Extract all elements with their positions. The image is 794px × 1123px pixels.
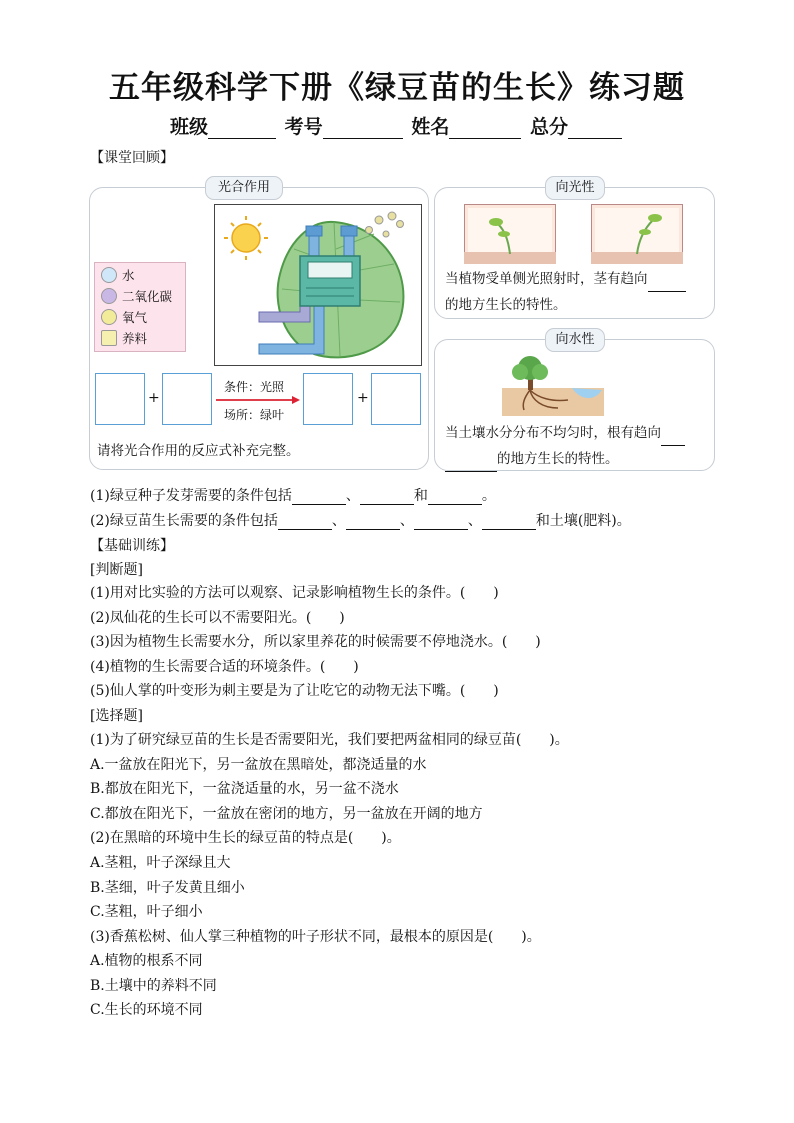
hydrotropism-blank-1[interactable]	[661, 431, 685, 446]
score-field[interactable]	[568, 120, 622, 139]
judge-item: (3)因为植物生长需要水分，所以家里养花的时候需要不停地浇水。( )	[90, 634, 541, 650]
hydrotropism-tab: 向水性	[545, 328, 605, 352]
choice-option: B.都放在阳光下，一盆浇适量的水，另一盆不浇水	[90, 781, 399, 797]
hydrotropism-illustration	[502, 356, 604, 416]
reactant-box-2[interactable]	[162, 373, 212, 425]
answer-blank[interactable]	[292, 490, 346, 505]
review-question-1: (1)绿豆种子发芽需要的条件包括 、 和 。	[90, 488, 496, 504]
judge-item: (1)用对比实验的方法可以观察、记录影响植物生长的条件。( )	[90, 585, 499, 601]
photosynthesis-caption: 请将光合作用的反应式补充完整。	[97, 443, 300, 459]
answer-blank[interactable]	[428, 490, 482, 505]
name-label: 姓名	[411, 116, 450, 138]
product-box-1[interactable]	[303, 373, 353, 425]
choice-option: A.一盆放在阳光下，另一盆放在黑暗处，都浇适量的水	[90, 757, 427, 773]
class-field[interactable]	[208, 120, 276, 139]
choice-heading: [选择题]	[90, 708, 143, 724]
choice-option: C.生长的环境不同	[90, 1002, 203, 1018]
reaction-place: 场所：绿叶	[224, 408, 285, 422]
exam-field[interactable]	[323, 120, 403, 139]
legend-item-nutrient: 养料	[101, 329, 147, 347]
plus-sign: +	[357, 390, 369, 406]
choice-question: (2)在黑暗的环境中生长的绿豆苗的特点是( )。	[90, 830, 401, 846]
choice-question: (3)香蕉松树、仙人掌三种植物的叶子形状不同，最根本的原因是( )。	[90, 929, 541, 945]
answer-blank[interactable]	[278, 515, 332, 530]
judge-item: (4)植物的生长需要合适的环境条件。( )	[90, 659, 359, 675]
reactant-box-1[interactable]	[95, 373, 145, 425]
phototropism-illustration-2	[591, 204, 683, 264]
choice-option: C.茎粗，叶子细小	[90, 904, 203, 920]
phototropism-text: 当植物受单侧光照射时，茎有趋向 的地方生长的特性。	[445, 266, 686, 318]
judge-item: (5)仙人掌的叶变形为刺主要是为了让吃它的动物无法下嘴。( )	[90, 683, 499, 699]
nutrient-block-icon	[101, 330, 117, 346]
choice-option: B.茎细，叶子发黄且细小	[90, 880, 245, 896]
legend-item-co2: 二氧化碳	[101, 287, 172, 305]
photosynthesis-tab: 光合作用	[205, 176, 283, 200]
plus-sign: +	[148, 390, 160, 406]
hydrotropism-text: 当土壤水分分布不均匀时，根有趋向 的地方生长的特性。	[445, 420, 685, 472]
answer-blank[interactable]	[360, 490, 414, 505]
review-heading: 【课堂回顾】	[90, 150, 174, 166]
water-drop-icon	[101, 267, 117, 283]
choice-option: B.土壤中的养料不同	[90, 978, 217, 994]
choice-option: A.植物的根系不同	[90, 953, 203, 969]
photosynthesis-illustration	[214, 204, 422, 366]
judge-item: (2)凤仙花的生长可以不需要阳光。( )	[90, 610, 345, 626]
photosynthesis-legend	[94, 262, 186, 352]
answer-blank[interactable]	[482, 515, 536, 530]
answer-blank[interactable]	[346, 515, 400, 530]
legend-item-water: 水	[101, 266, 135, 284]
exam-label: 考号	[284, 116, 323, 138]
phototropism-blank[interactable]	[648, 277, 686, 292]
basic-heading: 【基础训练】	[90, 538, 174, 554]
choice-option: A.茎粗，叶子深绿且大	[90, 855, 231, 871]
co2-bubble-icon	[101, 288, 117, 304]
choice-option: C.都放在阳光下，一盆放在密闭的地方，另一盆放在开阔的地方	[90, 806, 483, 822]
oxygen-bubble-icon	[101, 309, 117, 325]
phototropism-tab: 向光性	[545, 176, 605, 200]
review-question-2: (2)绿豆苗生长需要的条件包括 、 、 、 和土壤(肥料)。	[90, 513, 631, 529]
reaction-condition: 条件：光照	[224, 380, 285, 394]
score-label: 总分	[529, 116, 568, 138]
page-title: 五年级科学下册《绿豆苗的生长》练习题	[109, 70, 685, 106]
machine-icon	[300, 256, 360, 306]
choice-question: (1)为了研究绿豆苗的生长是否需要阳光，我们要把两盆相同的绿豆苗( )。	[90, 732, 569, 748]
product-box-2[interactable]	[371, 373, 421, 425]
phototropism-illustration-1	[464, 204, 556, 264]
student-info-line	[0, 112, 794, 139]
reaction-arrow-icon	[216, 396, 300, 404]
class-label: 班级	[170, 116, 209, 138]
hydrotropism-blank-2[interactable]	[445, 457, 497, 472]
answer-blank[interactable]	[414, 515, 468, 530]
name-field[interactable]	[449, 120, 521, 139]
legend-item-oxygen: 氧气	[101, 308, 147, 326]
judge-heading: [判断题]	[90, 562, 143, 578]
